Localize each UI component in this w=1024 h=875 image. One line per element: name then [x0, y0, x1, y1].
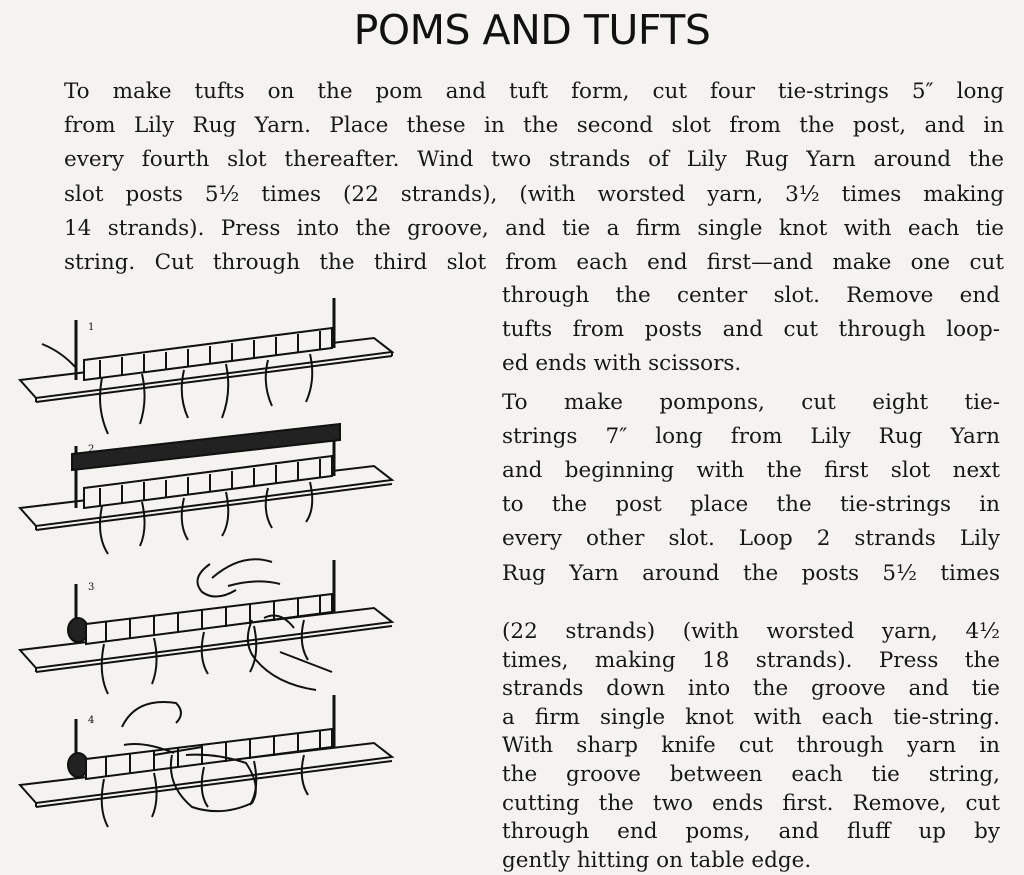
- text-line: slot posts 5½ times (22 strands), (with worsted yarn, 3½ times making: [64, 181, 1004, 207]
- text-line: With sharp knife cut through yarn in: [502, 733, 1000, 759]
- text-line: to the post place the tie-strings in: [502, 492, 1000, 518]
- text-line: through the center slot. Remove end: [502, 283, 1000, 308]
- text-line: a firm single knot with each tie-string.: [502, 704, 1000, 730]
- figure-4: [20, 695, 392, 827]
- text-line: and beginning with the first slot next: [502, 458, 1000, 484]
- text-line: ed ends with scissors.: [502, 351, 742, 377]
- text-line: cutting the two ends first. Remove, cut: [502, 790, 1000, 816]
- text-line: tufts from posts and cut through loop-: [502, 317, 1000, 343]
- text-line: through end poms, and fluff up by: [502, 819, 1000, 845]
- text-line: 14 strands). Press into the groove, and tie a firm single knot with each tie: [64, 215, 1004, 241]
- pom-tuft-form-illustration: [14, 290, 414, 850]
- paragraph-pompons-continued: [502, 618, 1000, 875]
- text-line: strings 7″ long from Lily Rug Yarn: [502, 423, 1000, 449]
- figure-label-3: 3: [88, 582, 95, 593]
- figure-1: [20, 298, 392, 434]
- text-line: string. Cut through the third slot from each end first—and make one cut: [64, 250, 1004, 276]
- text-line: from Lily Rug Yarn. Place these in the second slot from the post, and in: [64, 113, 1004, 139]
- figure-2: [20, 424, 392, 554]
- text-line: Rug Yarn around the posts 5½ times: [502, 560, 1000, 586]
- figure-3: [20, 559, 392, 694]
- figure-label-2: 2: [88, 444, 95, 455]
- text-line: the groove between each tie string,: [502, 761, 1000, 787]
- paragraph-tufts-continued: [502, 279, 1000, 591]
- page-title: POMS AND TUFTS: [353, 6, 711, 54]
- text-line: every fourth slot thereafter. Wind two strands of Lily Rug Yarn around the: [64, 147, 1004, 173]
- figure-label-4: 4: [88, 715, 95, 726]
- text-line: strands down into the groove and tie: [502, 676, 1000, 702]
- figure-label-1: 1: [88, 322, 95, 333]
- text-line: (22 strands) (with worsted yarn, 4½: [502, 619, 1000, 644]
- text-line: To make tufts on the pom and tuft form, cut four tie-strings 5″ long: [64, 79, 1004, 104]
- text-line: gently hitting on table edge.: [502, 847, 812, 873]
- text-line: every other slot. Loop 2 strands Lily: [502, 526, 1000, 552]
- text-line: To make pompons, cut eight tie-: [502, 389, 1000, 415]
- text-line: times, making 18 strands). Press the: [502, 647, 1000, 673]
- paragraph-tufts-intro: [64, 75, 1004, 280]
